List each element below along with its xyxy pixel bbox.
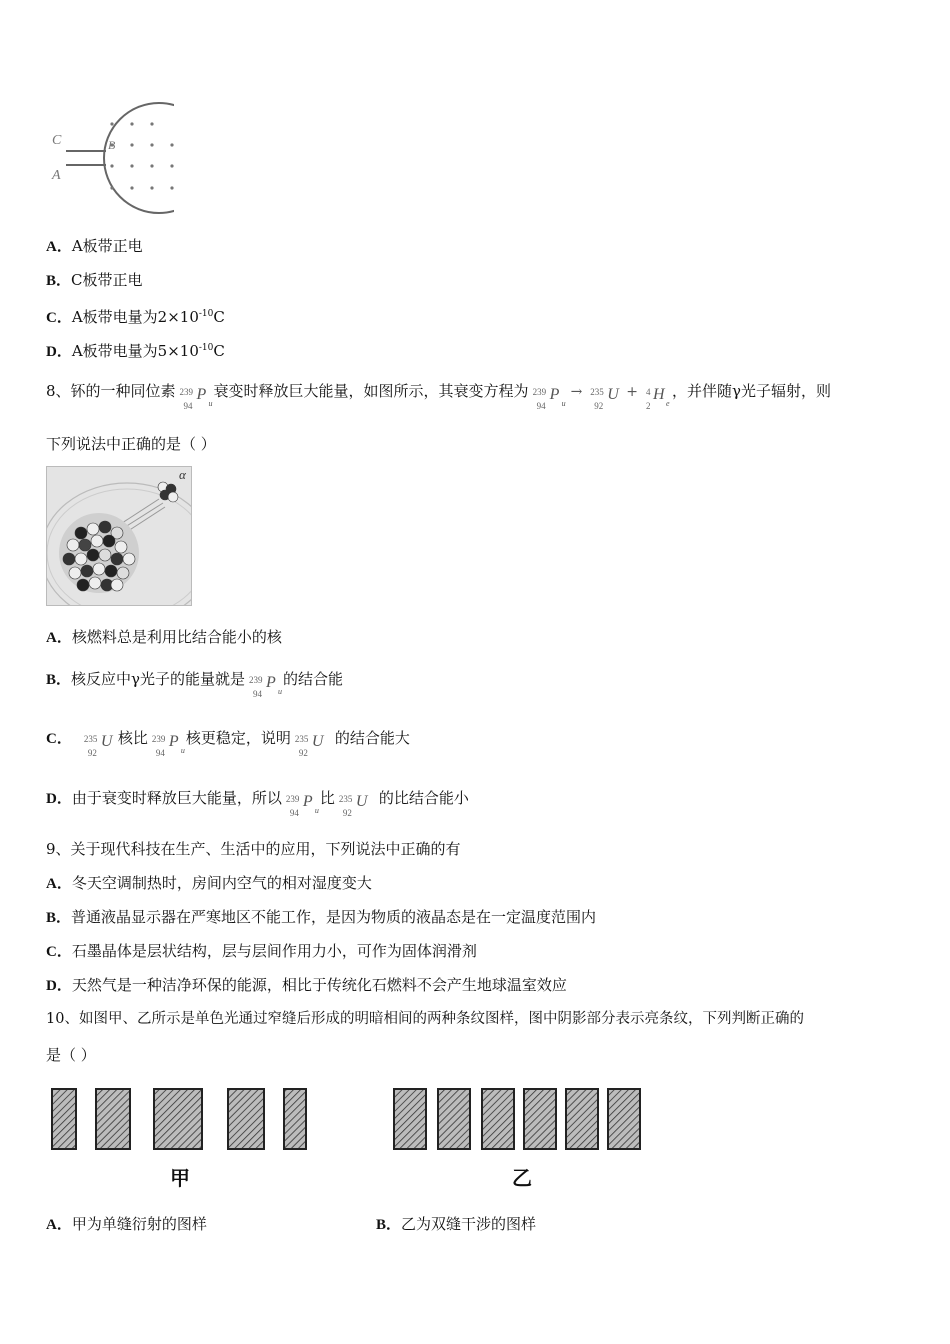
capacitor-diagram xyxy=(44,100,174,218)
q10-stem: 10、如图甲、乙所示是单色光通过窄缝后形成的明暗相间的两种条纹图样，图中阴影部分表示亮条纹，下列判断正确的 xyxy=(46,1011,804,1027)
q8-option-c: C． 235 92 U 核比 239 94 P u 核更稳定，说明 235 92 U 的结合能大 xyxy=(46,723,410,754)
fringe-figure-yi xyxy=(388,1082,648,1192)
u-nuclide: 235 92 U xyxy=(83,733,113,758)
pu-nuclide: 239 94 P u xyxy=(248,674,282,699)
q9-stem: 9、关于现代科技在生产、生活中的应用，下列说法中正确的有 xyxy=(46,840,461,858)
q8-stem-line2: 下列说法中正确的是（ ） xyxy=(46,435,216,453)
u-nuclide: 235 92 U xyxy=(338,793,368,818)
q10-stem-line2: 是（ ） xyxy=(46,1046,96,1064)
he-nuclide: 4 2 H e xyxy=(646,386,670,411)
q7-option-c: C．A板带电量为$2\times 10^{-10}C$ xyxy=(46,308,225,326)
q8-option-a: A．核燃料总是利用比结合能小的核 xyxy=(46,628,282,646)
label-jia: 甲 xyxy=(170,1166,190,1190)
q8-stem: 8、钚的一种同位素 239 94 P u 衰变时释放巨大能量，如图所示，其衰变方程为 239 94 P u → 235 92 U + 4 2 H e ，并伴随γ光子辐射，则 xyxy=(46,376,831,407)
capacitor-figure xyxy=(44,100,174,218)
u-nuclide: 235 92 U xyxy=(590,386,619,411)
capacitor-label-c: C xyxy=(52,133,62,148)
q8-option-d: D．由于衰变时释放巨大能量，所以 239 94 P u 比 235 92 U 的比结合能小 xyxy=(46,783,469,814)
q8-option-b: B．核反应中γ光子的能量就是 239 94 P u 的结合能 xyxy=(46,664,343,695)
q7-option-b: B．C板带正电 xyxy=(46,271,143,289)
fringe-pattern-yi xyxy=(388,1082,648,1154)
q9-option-c: C．石墨晶体是层状结构，层与层间作用力小，可作为固体润滑剂 xyxy=(46,942,477,960)
q9-option-b: B．普通液晶显示器在严寒地区不能工作，是因为物质的液晶态是在一定温度范围内 xyxy=(46,908,597,926)
capacitor-label-b: B xyxy=(108,138,116,152)
q10-option-b: B．乙为双缝干涉的图样 xyxy=(376,1215,537,1233)
pu-nuclide: 239 94 P u xyxy=(285,793,319,818)
fringe-pattern-jia xyxy=(46,1082,316,1154)
reaction-arrow: → xyxy=(570,384,583,400)
alpha-decay-diagram xyxy=(47,467,191,605)
u-nuclide: 235 92 U xyxy=(294,733,324,758)
q7-option-d: D．A板带电量为$5\times 10^{-10}C$ xyxy=(46,342,225,360)
alpha-decay-figure xyxy=(46,466,192,606)
pu-nuclide: 239 94 P u xyxy=(532,386,566,411)
label-yi: 乙 xyxy=(512,1166,532,1190)
q9-option-d: D．天然气是一种洁净环保的能源，相比于传统化石燃料不会产生地球温室效应 xyxy=(46,976,567,994)
fringe-figure-jia xyxy=(46,1082,316,1192)
alpha-label: α xyxy=(179,467,186,482)
capacitor-label-a: A xyxy=(52,168,61,183)
plus-sign: + xyxy=(626,384,639,400)
pu-nuclide: 239 94 P u xyxy=(179,386,213,411)
q10-option-a: A．甲为单缝衍射的图样 xyxy=(46,1215,207,1233)
q9-option-a: A．冬天空调制热时，房间内空气的相对湿度变大 xyxy=(46,874,372,892)
pu-nuclide: 239 94 P u xyxy=(151,733,185,758)
q7-option-a: A．A板带正电 xyxy=(46,237,143,255)
